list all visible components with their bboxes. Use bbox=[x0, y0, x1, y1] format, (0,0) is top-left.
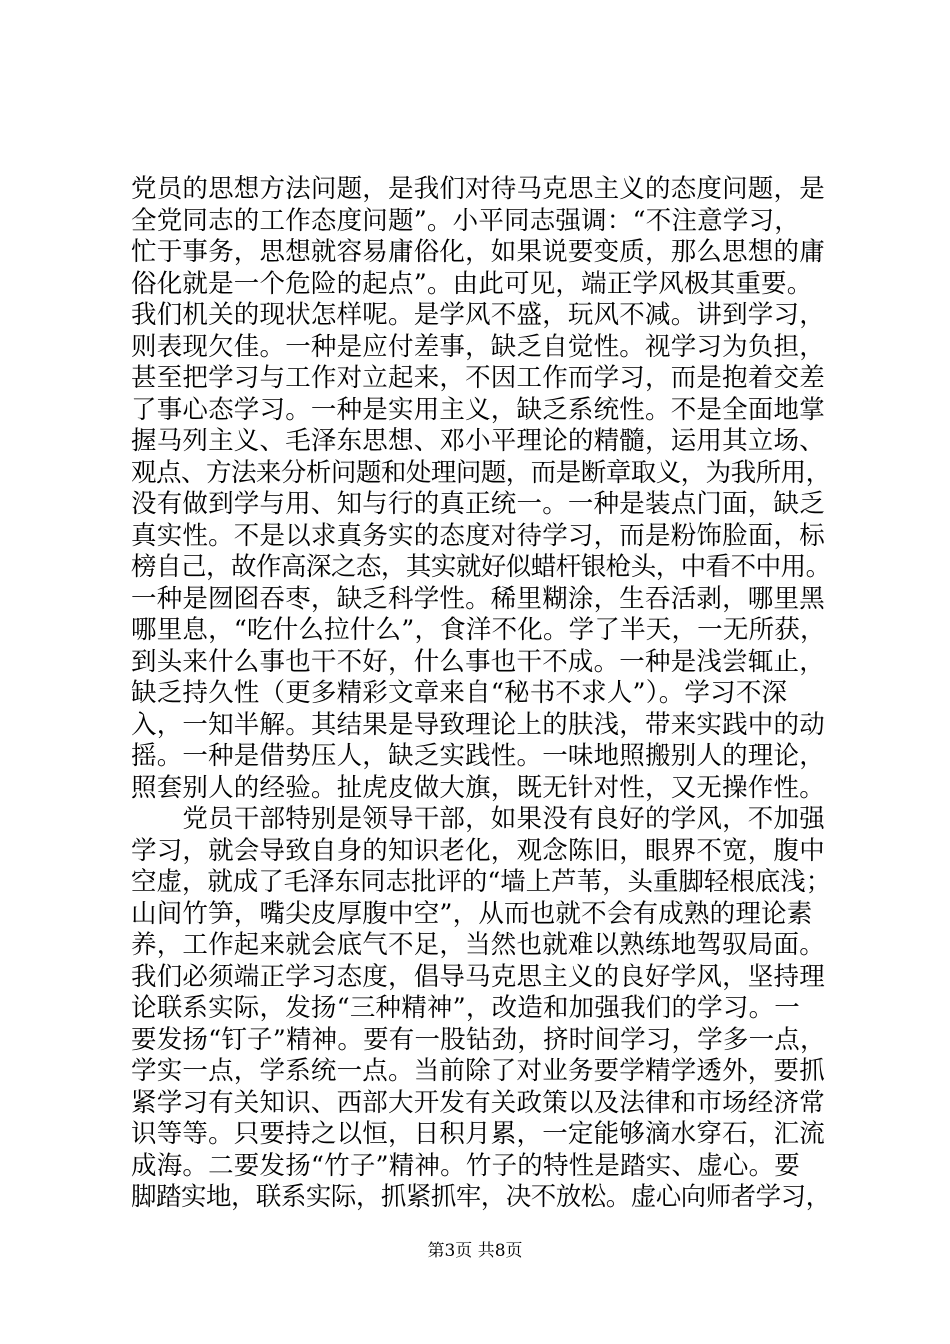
text-line: 了事心态学习。一种是实用主义，缺乏系统性。不是全面地掌 bbox=[131, 394, 825, 425]
text-line: 山间竹笋，嘴尖皮厚腹中空”，从而也就不会有成熟的理论素 bbox=[131, 898, 813, 929]
text-line: 空虚，就成了毛泽东同志批评的“墙上芦苇，头重脚轻根底浅； bbox=[131, 867, 832, 897]
text-line: 观点、方法来分析问题和处理问题，而是断章取义，为我所用， bbox=[131, 457, 831, 488]
text-line: 我们必须端正学习态度，倡导马克思主义的良好学风，坚持理 bbox=[131, 961, 825, 992]
text-line: 榜自己，故作高深之态，其实就好似蜡杆银枪头，中看不中用。 bbox=[131, 552, 831, 582]
text-line: 党员的思想方法问题，是我们对待马克思主义的态度问题，是 bbox=[131, 174, 825, 204]
text-line: 到头来什么事也干不好，什么事也干不成。一种是浅尝辄止， bbox=[131, 646, 825, 677]
text-line: 我们机关的现状怎样呢。是学风不盛，玩风不减。讲到学习， bbox=[131, 300, 825, 330]
text-line: 一种是囫囵吞枣，缺乏科学性。稀里糊涂，生吞活剥，哪里黑 bbox=[131, 583, 825, 614]
page-footer: 第3页 共8页 bbox=[427, 1241, 523, 1261]
text-line: 学实一点，学系统一点。当前除了对业务要学精学透外，要抓 bbox=[131, 1056, 825, 1086]
text-line: 摇。一种是借势压人，缺乏实践性。一味地照搬别人的理论， bbox=[131, 741, 825, 771]
text-line: 成海。二要发扬“竹子”精神。竹子的特性是踏实、虚心。要 bbox=[131, 1150, 800, 1181]
text-line: 忙于事务，思想就容易庸俗化，如果说要变质，那么思想的庸 bbox=[131, 237, 825, 267]
text-line: 照套别人的经验。扯虎皮做大旗，既无针对性，又无操作性。 bbox=[131, 772, 825, 803]
text-line: 甚至把学习与工作对立起来，不因工作而学习，而是抱着交差 bbox=[131, 363, 825, 393]
text-line: 养，工作起来就会底气不足，当然也就难以熟练地驾驭局面。 bbox=[131, 930, 825, 960]
text-line: 脚踏实地，联系实际，抓紧抓牢，决不放松。虚心向师者学习， bbox=[131, 1182, 831, 1212]
text-line: 要发扬“钉子”精神。要有一股钻劲，挤时间学习，学多一点， bbox=[131, 1024, 826, 1055]
text-line: 党员干部特别是领导干部，如果没有良好的学风，不加强 bbox=[131, 804, 825, 834]
document-body bbox=[131, 174, 831, 1214]
text-line: 哪里息，“吃什么拉什么”，食洋不化。学了半天，一无所获， bbox=[131, 615, 826, 645]
text-line: 学习，就会导致自身的知识老化，观念陈旧，眼界不宽，腹中 bbox=[131, 835, 825, 866]
text-line: 全党同志的工作态度问题”。小平同志强调：“不注意学习， bbox=[131, 205, 800, 236]
text-line: 俗化就是一个危险的起点”。由此可见，端正学风极其重要。 bbox=[131, 268, 813, 299]
text-line: 识等等。只要持之以恒，日积月累，一定能够滴水穿石，汇流 bbox=[131, 1119, 825, 1149]
text-line: 紧学习有关知识、西部大开发有关政策以及法律和市场经济常 bbox=[131, 1087, 825, 1118]
text-line: 缺乏持久性（更多精彩文章来自“秘书不求人”）。学习不深 bbox=[131, 678, 788, 708]
text-line: 则表现欠佳。一种是应付差事，缺乏自觉性。视学习为负担， bbox=[131, 331, 825, 362]
text-line: 没有做到学与用、知与行的真正统一。一种是装点门面，缺乏 bbox=[131, 489, 825, 519]
text-line: 握马列主义、毛泽东思想、邓小平理论的精髓，运用其立场、 bbox=[131, 426, 825, 456]
text-line: 入，一知半解。其结果是导致理论上的肤浅，带来实践中的动 bbox=[131, 709, 825, 740]
text-line: 真实性。不是以求真务实的态度对待学习，而是粉饰脸面，标 bbox=[131, 520, 825, 551]
text-line: 论联系实际，发扬“三种精神”，改造和加强我们的学习。一 bbox=[131, 993, 800, 1023]
